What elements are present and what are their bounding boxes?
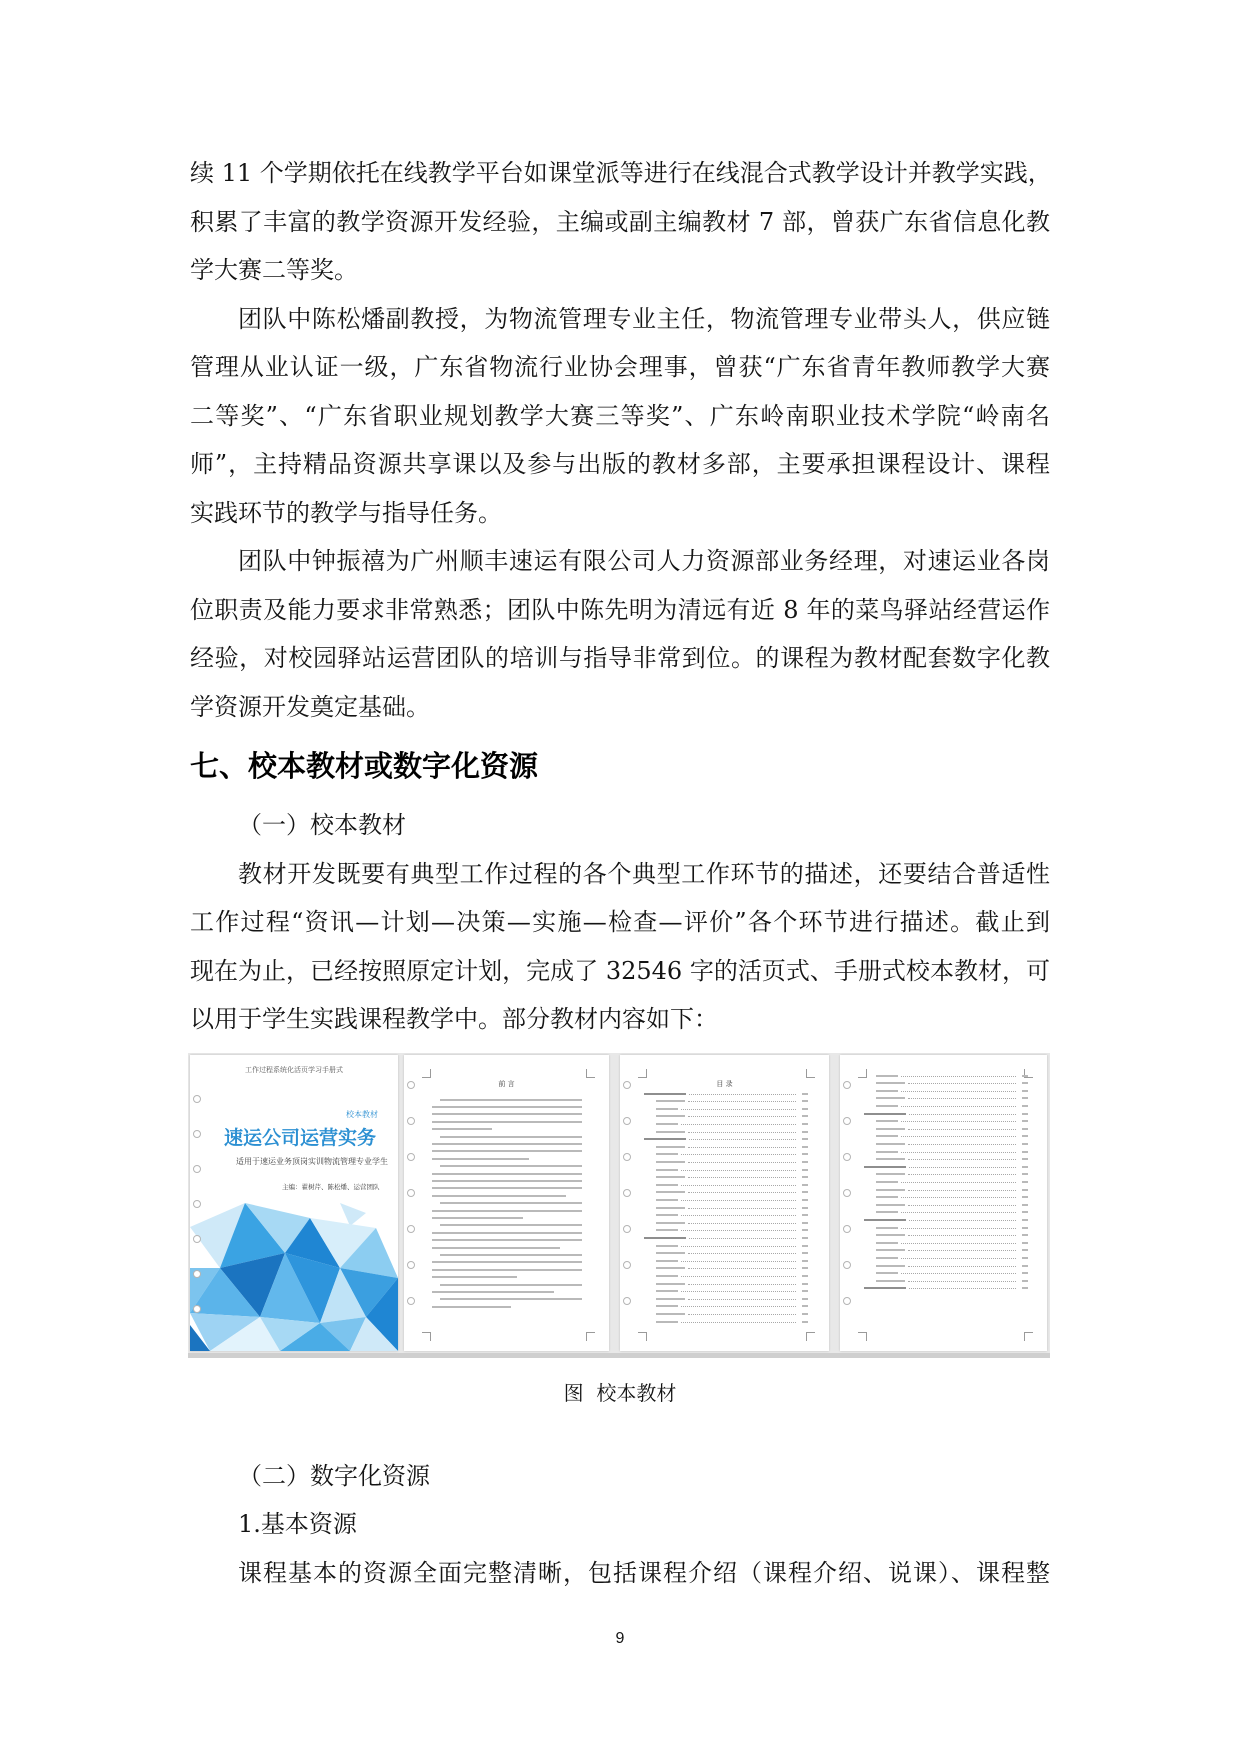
text-line: 工作过程“资讯—计划—决策—实施—检查—评价”各个环节进行描述。截止到 — [190, 908, 1050, 936]
toc-entry-title — [864, 1113, 906, 1115]
toc-entry-title — [656, 1229, 678, 1231]
text-line: 课程基本的资源全面完整清晰，包括课程介绍（课程介绍、说课）、课程整 — [238, 1558, 1050, 1587]
toc-title: 目 录 — [716, 1079, 733, 1088]
paragraph — [190, 295, 1050, 538]
binding-hole — [193, 1235, 201, 1243]
toc-page-number — [1022, 1097, 1028, 1099]
toc-leader — [901, 1243, 1016, 1244]
toc-leader — [901, 1197, 1016, 1198]
toc-leader — [908, 1174, 1016, 1175]
toc-leader — [688, 1116, 796, 1117]
toc-leader — [681, 1185, 796, 1186]
toc-leader — [901, 1106, 1016, 1107]
toc-page-number — [802, 1298, 808, 1300]
preface-text-line — [432, 1306, 511, 1308]
toc-leader — [901, 1076, 1016, 1077]
toc-leader — [901, 1121, 1016, 1122]
toc-entry-title — [864, 1287, 906, 1289]
toc-page-number — [802, 1115, 808, 1117]
binding-hole — [193, 1270, 201, 1278]
toc-leader — [901, 1091, 1016, 1092]
preface-text-line — [440, 1224, 582, 1226]
toc-leader — [681, 1200, 796, 1201]
toc-page-number — [1022, 1173, 1028, 1175]
subsection-title: （一）校本教材 — [238, 811, 406, 839]
text-line: 学资源开发奠定基础。 — [190, 692, 430, 721]
crop-mark — [806, 1069, 815, 1078]
crop-mark — [586, 1069, 595, 1078]
toc-entry-title — [864, 1219, 906, 1221]
toc-entry-title — [876, 1097, 905, 1099]
toc-leader — [688, 1132, 796, 1133]
toc-leader — [901, 1273, 1016, 1274]
text-line: 现在为止，已经按照原定计划，完成了 32546 字的活页式、手册式校本教材，可 — [190, 956, 1050, 985]
toc-page-number — [802, 1321, 808, 1323]
crop-mark — [638, 1069, 647, 1078]
section-heading: 七、校本教材或数字化资源 — [190, 749, 539, 783]
toc-leader — [688, 1299, 796, 1300]
list-item-heading: 1.基本资源 — [238, 1510, 357, 1538]
toc-leader — [681, 1322, 796, 1323]
binding-hole — [407, 1297, 415, 1305]
preface-text-line — [432, 1128, 492, 1130]
toc-leader — [908, 1098, 1016, 1099]
toc-entry-title — [876, 1135, 898, 1137]
preface-text-line — [432, 1239, 582, 1241]
preface-text-line — [432, 1261, 582, 1263]
toc-page-number — [802, 1305, 808, 1307]
toc-page-number — [1022, 1272, 1028, 1274]
preface-text-line — [432, 1106, 582, 1108]
toc-entry-title — [876, 1211, 898, 1213]
toc-entry-title — [656, 1100, 685, 1102]
toc-leader — [681, 1215, 796, 1216]
binding-hole — [623, 1261, 631, 1269]
toc-entry-title — [876, 1272, 898, 1274]
toc-leader — [681, 1246, 796, 1247]
text-line: 管理从业认证一级，广东省物流行业协会理事，曾获“广东省青年教师教学大赛 — [190, 353, 1050, 381]
toc-page-number — [802, 1283, 808, 1285]
toc-page-number — [1022, 1181, 1028, 1183]
text-line: 团队中钟振禧为广州顺丰速运有限公司人力资源部业务经理，对速运业各岗 — [238, 547, 1050, 575]
toc-leader — [908, 1190, 1016, 1191]
cover-editors: 主编：翟树芹、陈松燔、运营团队 — [282, 1182, 380, 1191]
toc-entry-title — [656, 1169, 678, 1171]
preface-text-line — [432, 1276, 517, 1278]
toc-leader — [908, 1235, 1016, 1236]
binding-hole — [407, 1117, 415, 1125]
toc-page-number — [802, 1290, 808, 1292]
text-line: 教材开发既要有典型工作过程的各个典型工作环节的描述，还要结合普适性 — [238, 859, 1050, 888]
toc-leader — [908, 1129, 1016, 1130]
preface-text-line — [432, 1247, 560, 1249]
toc-page-number — [1022, 1280, 1028, 1282]
binding-hole — [407, 1081, 415, 1089]
toc-page-number — [802, 1146, 808, 1148]
preface-text-line — [432, 1195, 566, 1197]
figure-caption: 图 校本教材 — [563, 1380, 677, 1405]
toc-entry-title — [876, 1249, 905, 1251]
preface-text-line — [440, 1202, 582, 1204]
crop-mark — [858, 1332, 867, 1341]
toc-leader — [901, 1182, 1016, 1183]
crop-mark — [422, 1332, 431, 1341]
toc-leader — [901, 1152, 1016, 1153]
toc-page-number — [1022, 1189, 1028, 1191]
toc-entry-title — [876, 1173, 905, 1175]
toc-page-number — [1022, 1151, 1028, 1153]
toc-leader — [688, 1192, 796, 1193]
toc-page-number — [802, 1207, 808, 1209]
toc-page-number — [802, 1275, 808, 1277]
text-line: 学大赛二等奖。 — [190, 256, 358, 284]
toc-leader — [688, 1177, 796, 1178]
toc-entry-title — [656, 1252, 685, 1254]
preface-text-line — [440, 1136, 582, 1138]
preface-text-line — [432, 1113, 582, 1115]
toc-page-number — [1022, 1234, 1028, 1236]
toc-page-number — [802, 1100, 808, 1102]
toc-entry-title — [656, 1161, 685, 1163]
toc-leader — [681, 1306, 796, 1307]
toc-leader — [901, 1212, 1016, 1213]
toc-leader — [688, 1223, 796, 1224]
toc-page-number — [1022, 1105, 1028, 1107]
toc-entry-title — [876, 1143, 905, 1145]
toc-leader — [688, 1253, 796, 1254]
toc-page-number — [802, 1229, 808, 1231]
binding-hole — [193, 1095, 201, 1103]
toc-entry-title — [876, 1120, 898, 1122]
toc-entry-title — [876, 1181, 898, 1183]
toc-entry-title — [656, 1184, 678, 1186]
textbook-cover — [190, 1055, 398, 1351]
toc-page-number — [802, 1093, 808, 1095]
toc-entry-title — [656, 1191, 685, 1193]
preface-text-line — [432, 1158, 529, 1160]
text-line: 以用于学生实践课程教学中。部分教材内容如下： — [190, 1005, 718, 1033]
binding-hole — [843, 1189, 851, 1197]
crop-mark — [1024, 1332, 1033, 1341]
toc-entry-title — [656, 1290, 678, 1292]
binding-hole — [193, 1165, 201, 1173]
toc-page-number — [802, 1138, 808, 1140]
binding-hole — [843, 1225, 851, 1233]
toc-page-number — [1022, 1211, 1028, 1213]
toc-page-number — [802, 1131, 808, 1133]
toc-page-number — [802, 1153, 808, 1155]
toc-entry-title — [876, 1257, 898, 1259]
text-line: 师”，主持精品资源共享课以及参与出版的教材多部，主要承担课程设计、课程 — [190, 450, 1050, 478]
toc-leader — [908, 1281, 1016, 1282]
toc-leader — [688, 1268, 796, 1269]
preface-page — [404, 1055, 609, 1351]
binding-hole — [407, 1153, 415, 1161]
toc-entry-title — [656, 1313, 685, 1315]
toc-entry-title — [656, 1108, 678, 1110]
binding-hole — [193, 1200, 201, 1208]
toc-entry-title — [644, 1237, 686, 1239]
toc-entry-title — [656, 1298, 685, 1300]
toc-entry-title — [656, 1207, 685, 1209]
cover-tag: 校本教材 — [346, 1109, 378, 1119]
toc-leader — [908, 1159, 1016, 1160]
toc-page-number — [802, 1267, 808, 1269]
toc-page-number — [802, 1252, 808, 1254]
text-line: 二等奖”、“广东省职业规划教学大赛三等奖”、广东岭南职业技术学院“岭南名 — [190, 401, 1050, 430]
toc-page-number — [1022, 1075, 1028, 1077]
preface-text-line — [432, 1150, 582, 1152]
toc-entry-title — [656, 1146, 685, 1148]
preface-text-line — [432, 1217, 523, 1219]
toc-page-number — [802, 1123, 808, 1125]
toc-page-number — [802, 1199, 808, 1201]
toc-leader — [901, 1136, 1016, 1137]
toc-entry-title — [876, 1189, 905, 1191]
toc-entry-title — [876, 1090, 898, 1092]
preface-title: 前 言 — [498, 1079, 515, 1088]
toc-page-number — [1022, 1204, 1028, 1206]
crop-mark — [638, 1332, 647, 1341]
toc-page-number — [1022, 1242, 1028, 1244]
toc-page-number — [1022, 1113, 1028, 1115]
toc-entry-title — [864, 1166, 906, 1168]
toc-entry-title — [656, 1131, 685, 1133]
toc-page — [620, 1055, 829, 1351]
toc-leader — [908, 1250, 1016, 1251]
toc-leader — [689, 1094, 796, 1095]
paragraph — [190, 850, 1050, 1044]
page-number: 9 — [615, 1630, 625, 1647]
text-line: 实践环节的教学与指导任务。 — [190, 498, 502, 527]
binding-hole — [623, 1189, 631, 1197]
toc-leader — [688, 1284, 796, 1285]
toc-entry-title — [876, 1151, 898, 1153]
preface-text-line — [440, 1165, 582, 1167]
toc-page-number — [1022, 1128, 1028, 1130]
binding-hole — [623, 1225, 631, 1233]
toc-entry-title — [656, 1305, 678, 1307]
text-line: 积累了丰富的教学资源开发经验，主编或副主编教材 7 部，曾获广东省信息化教 — [190, 207, 1050, 236]
cover-triangle-art — [190, 1055, 398, 1351]
preface-text-line — [440, 1284, 582, 1286]
toc-leader — [681, 1154, 796, 1155]
toc-page-continued — [840, 1055, 1047, 1351]
toc-leader — [688, 1208, 796, 1209]
preface-text-line — [432, 1180, 582, 1182]
text-line: 经验，对校园驿站运营团队的培训与指导非常到位。的课程为教材配套数字化教 — [190, 644, 1050, 672]
toc-page-number — [802, 1313, 808, 1315]
toc-leader — [681, 1124, 796, 1125]
toc-entry-title — [656, 1222, 685, 1224]
binding-hole — [843, 1153, 851, 1161]
toc-page-number — [802, 1191, 808, 1193]
toc-leader — [901, 1228, 1016, 1229]
toc-leader — [688, 1314, 796, 1315]
cover-subtitle: 适用于速运业务顶岗实训物流管理专业学生 — [236, 1156, 388, 1166]
binding-hole — [407, 1189, 415, 1197]
toc-page-number — [1022, 1196, 1028, 1198]
toc-entry-title — [644, 1093, 686, 1095]
binding-hole — [193, 1130, 201, 1138]
toc-entry-title — [656, 1260, 678, 1262]
toc-page-number — [802, 1245, 808, 1247]
binding-hole — [843, 1297, 851, 1305]
binding-hole — [407, 1225, 415, 1233]
toc-page-number — [1022, 1120, 1028, 1122]
toc-page-number — [1022, 1135, 1028, 1137]
toc-entry-title — [656, 1153, 678, 1155]
text-line: 位职责及能力要求非常熟悉；团队中陈先明为清远有近 8 年的菜鸟驿站经营运作 — [190, 595, 1050, 624]
toc-page-number — [802, 1214, 808, 1216]
toc-leader — [909, 1167, 1016, 1168]
toc-leader — [901, 1258, 1016, 1259]
toc-entry-title — [876, 1196, 898, 1198]
preface-text-line — [440, 1254, 582, 1256]
binding-hole — [623, 1153, 631, 1161]
text-line: 续 11 个学期依托在线教学平台如课堂派等进行在线混合式教学设计并教学实践， — [190, 159, 1052, 187]
cover-series-label: 工作过程系统化活页学习手册式 — [245, 1065, 343, 1074]
toc-entry-title — [656, 1115, 685, 1117]
preface-text-line — [432, 1291, 554, 1293]
crop-mark — [586, 1332, 595, 1341]
toc-entry-title — [656, 1199, 678, 1201]
toc-leader — [689, 1139, 796, 1140]
toc-leader — [688, 1162, 796, 1163]
crop-mark — [858, 1069, 867, 1078]
toc-entry-title — [876, 1204, 905, 1206]
toc-page-number — [802, 1260, 808, 1262]
toc-entry-title — [876, 1280, 905, 1282]
toc-entry-title — [656, 1283, 685, 1285]
binding-hole — [843, 1261, 851, 1269]
toc-entry-title — [876, 1158, 905, 1160]
toc-page-number — [1022, 1158, 1028, 1160]
binding-hole — [623, 1117, 631, 1125]
toc-page-number — [1022, 1249, 1028, 1251]
textbook-figure — [188, 1053, 1050, 1358]
toc-entry-title — [876, 1082, 905, 1084]
toc-leader — [688, 1101, 796, 1102]
binding-hole — [407, 1261, 415, 1269]
toc-page-number — [802, 1184, 808, 1186]
toc-leader — [908, 1205, 1016, 1206]
toc-leader — [909, 1288, 1016, 1289]
paragraph — [190, 537, 1050, 731]
toc-leader — [681, 1109, 796, 1110]
preface-text-line — [432, 1269, 582, 1271]
paragraph — [190, 149, 1050, 295]
crop-mark — [422, 1069, 431, 1078]
toc-leader — [908, 1266, 1016, 1267]
toc-leader — [909, 1220, 1016, 1221]
toc-entry-title — [644, 1138, 686, 1140]
binding-hole — [843, 1081, 851, 1089]
toc-page-number — [1022, 1227, 1028, 1229]
toc-leader — [688, 1147, 796, 1148]
toc-entry-title — [876, 1105, 898, 1107]
toc-leader — [681, 1170, 796, 1171]
toc-page-number — [1022, 1287, 1028, 1289]
toc-leader — [681, 1230, 796, 1231]
toc-page-number — [802, 1108, 808, 1110]
toc-page-number — [802, 1176, 808, 1178]
toc-entry-title — [876, 1265, 905, 1267]
toc-page-number — [802, 1237, 808, 1239]
toc-page-number — [1022, 1265, 1028, 1267]
preface-text-line — [432, 1173, 582, 1175]
toc-leader — [908, 1083, 1016, 1084]
cover-title: 速运公司运营实务 — [224, 1126, 377, 1149]
toc-page-number — [1022, 1166, 1028, 1168]
binding-hole — [623, 1297, 631, 1305]
toc-entry-title — [876, 1227, 898, 1229]
toc-entry-title — [656, 1275, 678, 1277]
toc-entry-title — [656, 1267, 685, 1269]
toc-entry-title — [876, 1075, 898, 1077]
binding-hole — [623, 1081, 631, 1089]
toc-page-number — [802, 1222, 808, 1224]
preface-text-line — [432, 1232, 582, 1234]
toc-leader — [908, 1144, 1016, 1145]
binding-hole — [843, 1117, 851, 1125]
binding-hole — [193, 1305, 201, 1313]
toc-page-number — [1022, 1257, 1028, 1259]
toc-entry-title — [656, 1123, 678, 1125]
toc-leader — [681, 1291, 796, 1292]
toc-leader — [689, 1238, 796, 1239]
toc-page-number — [802, 1161, 808, 1163]
toc-page-number — [1022, 1219, 1028, 1221]
toc-entry-title — [876, 1242, 898, 1244]
preface-text-line — [440, 1099, 582, 1101]
toc-entry-title — [656, 1245, 678, 1247]
preface-text-line — [432, 1210, 582, 1212]
toc-page-number — [802, 1169, 808, 1171]
toc-page-number — [1022, 1143, 1028, 1145]
toc-leader — [681, 1261, 796, 1262]
toc-entry-title — [656, 1321, 678, 1323]
toc-page-number — [1022, 1082, 1028, 1084]
toc-entry-title — [876, 1128, 905, 1130]
subsection-title: （二）数字化资源 — [238, 1461, 430, 1490]
toc-entry-title — [656, 1176, 685, 1178]
page-body — [190, 149, 1050, 1597]
toc-entry-title — [876, 1234, 905, 1236]
toc-entry-title — [656, 1214, 678, 1216]
toc-leader — [681, 1276, 796, 1277]
toc-leader — [909, 1114, 1016, 1115]
preface-text-line — [432, 1143, 582, 1145]
toc-page-number — [1022, 1090, 1028, 1092]
preface-text-line — [432, 1187, 582, 1189]
paragraph — [190, 1549, 1050, 1598]
crop-mark — [806, 1332, 815, 1341]
preface-text-line — [432, 1121, 582, 1123]
text-line: 团队中陈松燔副教授，为物流管理专业主任，物流管理专业带头人，供应链 — [238, 304, 1050, 333]
preface-text-line — [440, 1298, 582, 1300]
